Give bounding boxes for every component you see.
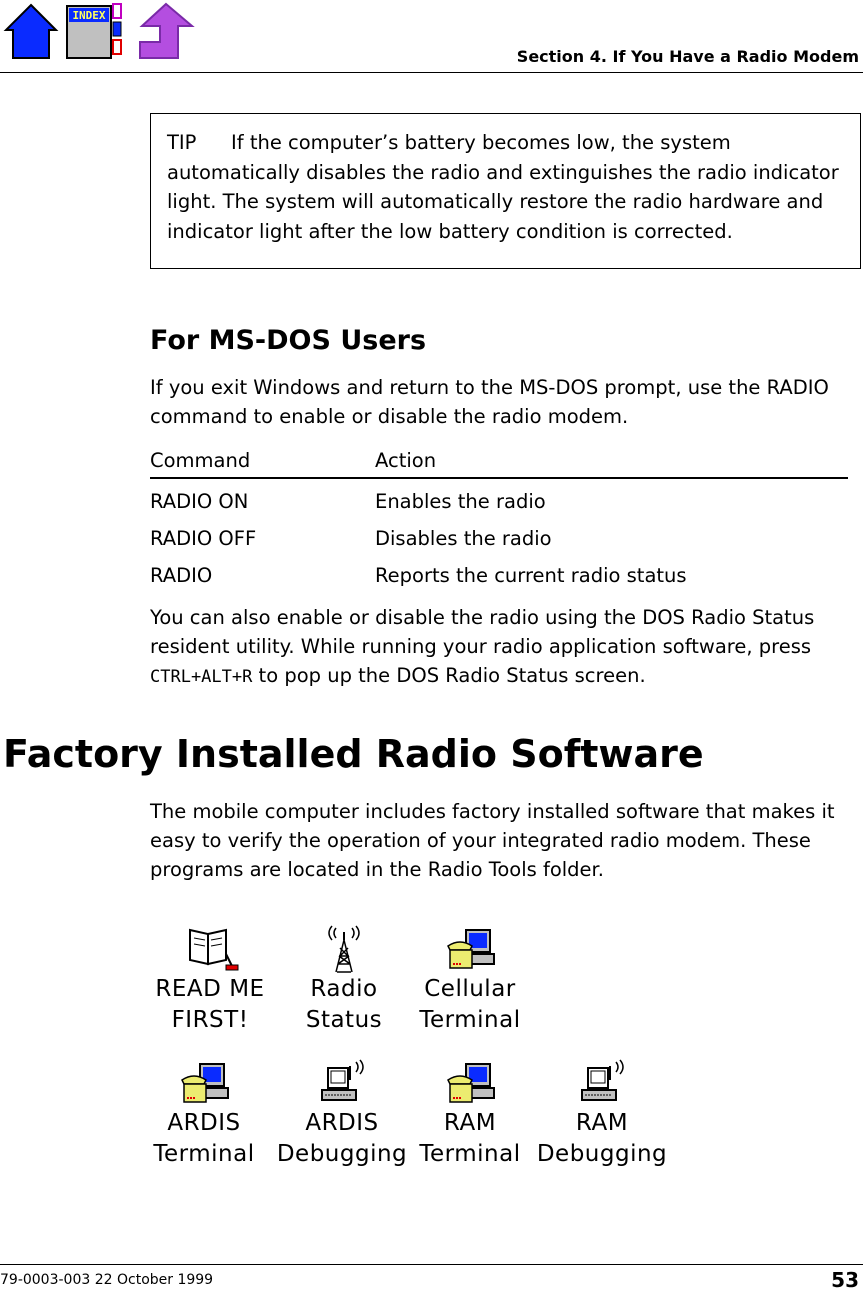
outro-text-start: You can also enable or disable the radio using the DOS Radio Status resident utility. While running your radio application software, press [150, 606, 815, 658]
table-cell-command: RADIO OFF [150, 527, 257, 550]
phone-computer-icon [440, 924, 500, 974]
msdos-heading: For MS-DOS Users [150, 325, 427, 356]
home-icon[interactable] [3, 2, 59, 64]
program-ram-terminal[interactable] [400, 1058, 540, 1170]
program-label-line1: ARDIS [167, 1110, 241, 1136]
index-icon-label: INDEX [72, 9, 106, 22]
program-radio-status[interactable] [274, 924, 414, 1036]
program-ram-debugging[interactable] [532, 1058, 672, 1170]
antenna-tower-icon [314, 924, 374, 974]
phone-computer-icon [174, 1058, 234, 1108]
program-label-line1: Cellular [424, 976, 516, 1002]
back-arrow-icon[interactable] [134, 2, 196, 64]
footer-doc-id: 79-0003-003 22 October 1999 [0, 1272, 214, 1288]
book-icon [180, 924, 240, 974]
phone-computer-icon [440, 1058, 500, 1108]
program-label-line1: RAM [443, 1110, 497, 1136]
section-header: Section 4. If You Have a Radio Modem [516, 47, 859, 66]
program-label-line2: Terminal [419, 1007, 521, 1033]
header-divider [0, 72, 863, 73]
program-read-me-first[interactable] [140, 924, 280, 1036]
index-icon[interactable] [65, 2, 125, 64]
radio-terminal-icon [572, 1058, 632, 1108]
program-label-line2: Debugging [276, 1141, 408, 1167]
program-label-line2: Terminal [419, 1141, 521, 1167]
program-label-line1: READ ME [155, 976, 265, 1002]
program-label-line2: Debugging [536, 1141, 668, 1167]
tip-body: If the computer’s battery becomes low, the system automatically disables the radio and extinguishes the radio indicator light. The system will automatically restore the radio hardware and indicator light after the low battery condition is corrected. [167, 131, 839, 243]
radio-terminal-icon [312, 1058, 372, 1108]
table-cell-action: Disables the radio [375, 527, 552, 550]
factory-intro: The mobile computer includes factory installed software that makes it easy to verify the operation of your integrated radio modem. These programs are located in the Radio Tools folder. [150, 800, 835, 881]
program-label-line2: Status [305, 1007, 383, 1033]
table-cell-action: Enables the radio [375, 490, 546, 513]
table-header-action: Action [375, 449, 437, 472]
tip-text-block [167, 128, 855, 246]
program-cellular-terminal[interactable] [400, 924, 540, 1036]
program-label-line1: RAM [575, 1110, 629, 1136]
table-cell-action: Reports the current radio status [375, 564, 687, 587]
program-label-line1: Radio [310, 976, 378, 1002]
footer-divider [0, 1264, 863, 1265]
program-ardis-terminal[interactable] [134, 1058, 274, 1170]
table-header-rule [150, 477, 848, 479]
program-ardis-debugging[interactable] [272, 1058, 412, 1170]
table-cell-command: RADIO [150, 564, 213, 587]
page-number: 53 [831, 1268, 859, 1292]
tip-label: TIP [167, 131, 197, 154]
msdos-intro: If you exit Windows and return to the MS-DOS prompt, use the RADIO command to enable or disable the radio modem. [150, 376, 829, 428]
outro-text-end: to pop up the DOS Radio Status screen. [252, 664, 646, 687]
key-combo: CTRL+ALT+R [150, 667, 253, 687]
program-label-line2: FIRST! [171, 1007, 249, 1033]
program-label-line1: ARDIS [305, 1110, 379, 1136]
table-header-command: Command [150, 449, 251, 472]
program-label-line2: Terminal [153, 1141, 255, 1167]
msdos-outro [150, 603, 855, 692]
factory-heading: Factory Installed Radio Software [3, 732, 704, 776]
table-cell-command: RADIO ON [150, 490, 249, 513]
